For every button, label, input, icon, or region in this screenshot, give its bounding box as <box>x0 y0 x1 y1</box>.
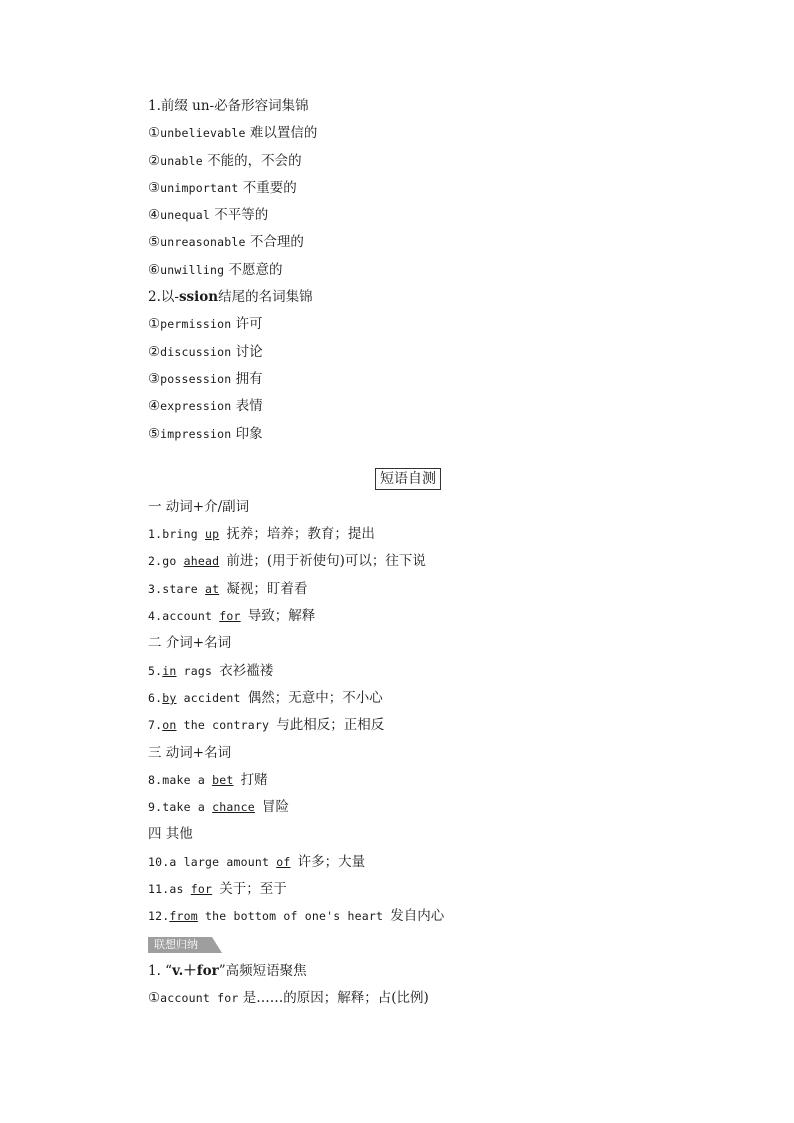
group-heading: 四 其他 <box>148 826 193 843</box>
answer-word: at <box>205 581 220 596</box>
tag-row <box>148 932 668 959</box>
item-number: ① <box>148 990 161 1007</box>
answer-word: chance <box>212 800 255 815</box>
phrase-item: 12.from the bottom of one's heart 发自内心 <box>148 908 445 925</box>
item-number: ④ <box>148 207 161 224</box>
vocab-item <box>148 367 668 394</box>
vocab-word: permission <box>160 317 232 332</box>
phrase-meaning: 衣衫褴褛 <box>219 662 274 679</box>
answer-word: for <box>190 882 213 897</box>
vocab-item <box>148 340 668 367</box>
vocab-meaning: 拥有 <box>231 370 263 387</box>
phrase-item: 10.a large amount of 许多；大量 <box>148 853 366 870</box>
item-number: ⑤ <box>148 234 161 251</box>
phrase-meaning: 与此相反；正相反 <box>276 717 385 734</box>
worksheet-page <box>148 94 668 1014</box>
phrase-item: 3.stare at 凝视；盯着看 <box>148 580 308 597</box>
vocab-item <box>148 422 668 449</box>
vocab-meaning: 不能的，不会的 <box>202 152 302 169</box>
answer-word: by <box>162 690 177 705</box>
vocab-item <box>148 312 668 339</box>
phrase-item: 9.take a chance 冒险 <box>148 799 289 816</box>
vocab-word: unwilling <box>160 262 225 277</box>
vocab-meaning: 讨论 <box>231 343 263 360</box>
phrase-meaning: 前进；(用于祈使句)可以；往下说 <box>226 553 426 570</box>
vocab-word: unable <box>160 153 203 168</box>
vocab-meaning: 不合理的 <box>245 234 304 251</box>
item-number: ② <box>148 152 161 169</box>
vocab-meaning: 许可 <box>231 316 263 333</box>
vocab-item <box>148 394 668 421</box>
phrase-meaning: 许多；大量 <box>297 853 366 870</box>
item-number: ① <box>148 125 161 142</box>
vocab-word: unreasonable <box>160 235 246 250</box>
answer-word: in <box>162 663 177 678</box>
vocab-meaning: 不重要的 <box>238 179 297 196</box>
section-box-title: 短语自测 <box>375 468 441 490</box>
section-title-vfor: 1. “v.＋for”高频短语聚焦 <box>148 962 307 979</box>
phrase-item: 6.by accident 偶然；无意中；不小心 <box>148 689 383 706</box>
section-title-un: 1.前缀 un-必备形容词集锦 <box>148 98 309 114</box>
section-title-ssion: 2.以-ssion结尾的名词集锦 <box>148 289 313 306</box>
group-heading: 三 动词+名词 <box>148 744 232 761</box>
vocab-meaning: 是……的原因；解释；占(比例) <box>238 990 429 1007</box>
phrase-meaning: 关于；至于 <box>219 881 287 898</box>
phrase-item: 2.go ahead 前进；(用于祈使句)可以；往下说 <box>148 553 426 570</box>
vocab-word: unequal <box>160 208 210 223</box>
item-number: ⑥ <box>148 261 161 278</box>
vocab-word: expression <box>160 399 232 414</box>
section-heading <box>148 463 668 495</box>
group-heading: 二 介词+名词 <box>148 635 232 652</box>
vocab-word: unimportant <box>160 180 239 195</box>
phrase-meaning: 冒险 <box>262 799 289 816</box>
vocab-item <box>148 149 668 176</box>
vocab-item <box>148 203 668 230</box>
vocab-word: possession <box>160 371 232 386</box>
item-number: ① <box>148 316 161 333</box>
group-heading: 一 动词+介/副词 <box>148 498 250 515</box>
phrase-item: 11.as for 关于；至于 <box>148 881 287 898</box>
vocab-word: discussion <box>160 344 232 359</box>
phrase-meaning: 凝视；盯着看 <box>226 580 308 597</box>
vocab-meaning: 表情 <box>231 398 263 415</box>
vocab-word: account for <box>160 991 239 1006</box>
answer-word: up <box>205 527 220 542</box>
answer-word: bet <box>212 772 234 787</box>
answer-word: of <box>276 854 291 869</box>
phrase-meaning: 偶然；无意中；不小心 <box>247 689 383 706</box>
phrase-meaning: 导致；解释 <box>247 608 316 625</box>
vocab-item <box>148 176 668 203</box>
item-number: ⑤ <box>148 425 161 442</box>
answer-word: on <box>162 718 177 733</box>
vocab-item <box>148 258 668 285</box>
vocab-item <box>148 230 668 257</box>
phrase-meaning: 发自内心 <box>390 908 445 925</box>
answer-word: from <box>169 909 198 924</box>
vocab-item <box>148 986 668 1013</box>
answer-word: for <box>219 609 241 624</box>
phrase-item: 1.bring up 抚养；培养；教育；提出 <box>148 526 375 543</box>
vocab-meaning: 不平等的 <box>209 207 269 224</box>
phrase-item: 7.on the contrary 与此相反；正相反 <box>148 717 385 734</box>
answer-word: ahead <box>183 554 220 569</box>
phrase-meaning: 打赌 <box>240 771 268 788</box>
item-number: ③ <box>148 370 161 387</box>
vocab-word: unbelievable <box>160 126 246 141</box>
vocab-word: impression <box>160 426 232 441</box>
item-number: ② <box>148 343 161 360</box>
phrase-item: 4.account for 导致；解释 <box>148 608 316 625</box>
association-tag: 联想归纳 <box>148 937 212 953</box>
vocab-meaning: 不愿意的 <box>224 261 283 278</box>
phrase-item: 5.in rags 衣衫褴褛 <box>148 662 274 679</box>
item-number: ④ <box>148 398 161 415</box>
phrase-item: 8.make a bet 打赌 <box>148 771 268 788</box>
vocab-meaning: 难以置信的 <box>245 125 318 142</box>
phrase-meaning: 抚养；培养；教育；提出 <box>226 526 375 543</box>
vocab-item <box>148 121 668 148</box>
item-number: ③ <box>148 179 161 196</box>
vocab-meaning: 印象 <box>231 425 263 442</box>
